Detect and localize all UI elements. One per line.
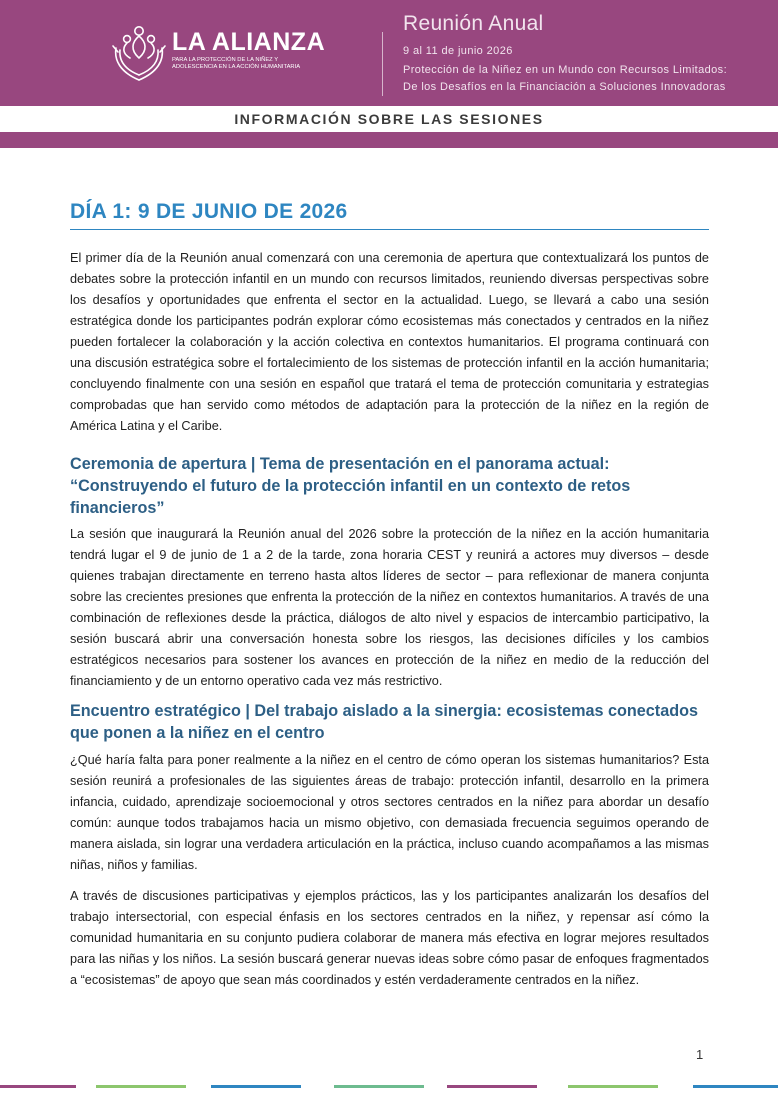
hands-children-logo-icon — [110, 22, 168, 86]
footer-color-strip — [0, 1085, 778, 1089]
logo-subtitle-line1: PARA LA PROTECCIÓN DE LA NIÑEZ Y — [172, 57, 279, 63]
session1-heading: Ceremonia de apertura | Tema de presentación en el panorama actual: “Construyendo el futuro de la protección infantil en un contexto de retos financieros” — [70, 455, 631, 517]
event-theme-line1: Protección de la Niñez en un Mundo con Recursos Limitados: — [403, 64, 728, 76]
logo-subtitle — [172, 57, 332, 71]
day-heading: DÍA 1: 9 DE JUNIO DE 2026 — [70, 200, 709, 230]
header-banner — [0, 0, 778, 106]
intro-paragraph: El primer día de la Reunión anual comenzará con una ceremonia de apertura que contextualizará los puntos de debates sobre la protección infantil en un mundo con recursos limitados, reuniendo diversas perspectivas sobre los desafíos y oportunidades que enfrenta el sector en la actualidad. Luego, se llevará a cabo una sesión estratégica donde los participantes podrán explorar cómo ecosistemas más conectados y centrados en la niñez pueden fortalecer la colaboración y la acción colectiva en contextos humanitarios. El programa continuará con una discusión estratégica sobre el fortalecimiento de los sistemas de protección infantil en la acción humanitaria; concluyendo finalmente con una sesión en español que tratará el tema de protección comunitaria y estrategias comprobadas que han servido como métodos de adaptación para la protección de la niñez en la región de América Latina y el Caribe. — [70, 251, 709, 433]
footer-segment — [96, 1085, 186, 1088]
footer-segment — [211, 1085, 301, 1088]
event-title: Reunión Anual — [403, 12, 544, 35]
logo-title: LA ALIANZA — [172, 28, 326, 56]
header-divider — [382, 32, 383, 96]
session2-body1: ¿Qué haría falta para poner realmente a la niñez en el centro de cómo operan los sistemas humanitarios? Esta sesión reunirá a profesionales de las siguientes áreas de trabajo: protección infantil, desarrollo en la primera infancia, cuidado, aprendizaje socioemocional y otros sectores centrados en la niñez para abordar un desafío común: aunque todos trabajamos hacia un mismo objetivo, con demasiada frecuencia seguimos operando de manera aislada, sin lograr una verdadera articulación en la práctica, incluso cuando acompañamos a las mismas niñas, niños y familias. — [70, 753, 709, 872]
event-dates: 9 al 11 de junio 2026 — [403, 45, 513, 57]
event-theme-line2: De los Desafíos en la Financiación a Soluciones Innovadoras — [403, 81, 726, 93]
footer-segment — [693, 1085, 778, 1088]
event-theme — [403, 62, 773, 96]
alliance-logo — [110, 22, 330, 86]
footer-segment — [334, 1085, 424, 1088]
page-number: 1 — [696, 1047, 704, 1062]
footer-segment — [0, 1085, 76, 1088]
footer-segment — [447, 1085, 537, 1088]
section-banner — [0, 108, 778, 132]
main-content — [70, 200, 709, 991]
session2-heading: Encuentro estratégico | Del trabajo aislado a la sinergia: ecosistemas conectados que ponen a la niñez en el centro — [70, 702, 698, 742]
footer-segment — [568, 1085, 658, 1088]
session1-body: La sesión que inaugurará la Reunión anual del 2026 sobre la protección de la niñez en la acción humanitaria tendrá lugar el 9 de junio de 1 a 2 de la tarde, zona horaria CEST y reunirá a actores muy diversos – desde quienes trabajan directamente en terreno hasta altos líderes de sector – para reflexionar de manera conjunta sobre las crecientes presiones que enfrenta la protección de la niñez en contextos humanitarios. A través de una combinación de reflexiones desde la práctica, diálogos de alto nivel y espacios de intercambio participativo, la sesión buscará abrir una conversación honesta sobre los riesgos, las decisiones difíciles y los cambios estratégicos necesarios para sostener los avances en protección de la niñez en medio de la reducción del financiamiento y de un entorno operativo cada vez más restrictivo. — [70, 527, 709, 688]
logo-subtitle-line2: ADOLESCENCIA EN LA ACCIÓN HUMANITARIA — [172, 64, 301, 70]
session2-body2: A través de discusiones participativas y ejemplos prácticos, las y los participantes analizarán los desafíos del trabajo intersectorial, con especial énfasis en los sectores centrados en la niñez, y repensar así cómo la comunidad humanitaria en su conjunto pudiera colaborar de manera más efectiva en lograr mejores resultados para las niñas y los niños. La sesión buscará generar nuevas ideas sobre cómo pasar de enfoques fragmentados a “ecosistemas” de apoyo que sean más coordinados y estén verdaderamente centrados en la niñez. — [70, 889, 709, 987]
section-banner-title: INFORMACIÓN SOBRE LAS SESIONES — [234, 111, 544, 127]
banner-bottom-band — [0, 132, 778, 148]
